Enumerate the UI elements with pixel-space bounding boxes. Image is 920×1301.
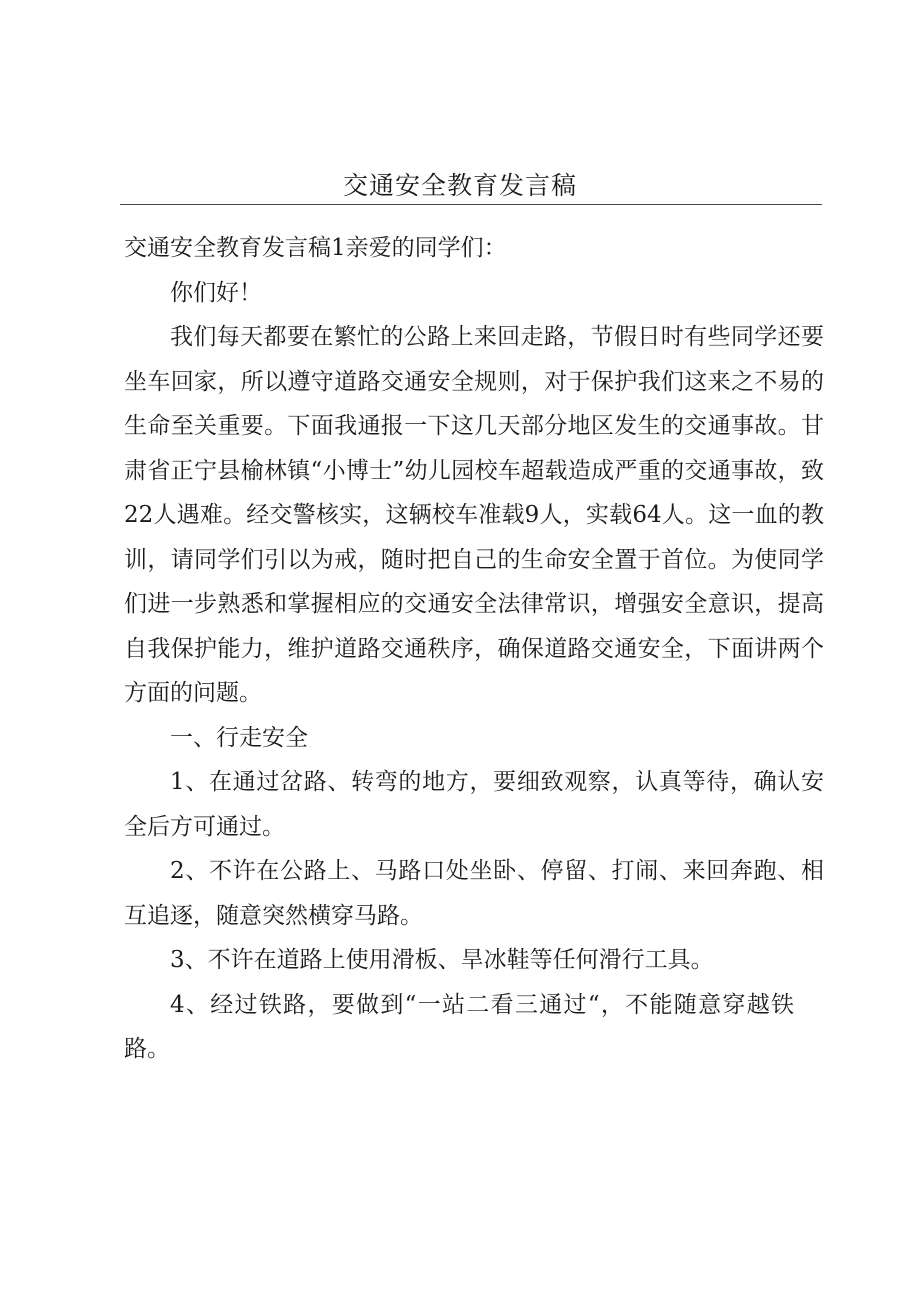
document-body [124,226,824,1072]
rule-item-2: 2、不许在公路上、马路口处坐卧、停留、打闹、来回奔跑、相互追逐，随意突然横穿马路。 [124,858,824,929]
greeting-paragraph: 你们好！ [170,279,262,306]
intro-paragraph: 我们每天都要在繁忙的公路上来回走路，节假日时有些同学还要坐车回家，所以遵守道路交通安全规则，对于保护我们这来之不易的生命至关重要。下面我通报一下这几天部分地区发生的交通事故。甘肃省正宁县榆林镇“小博士”幼儿园校车超载造成严重的交通事故，致22人遇难。经交警核实，这辆校车准载9人，实载64人。这一血的教训，请同学们引以为戒，随时把自己的生命安全置于首位。为使同学们进一步熟悉和掌握相应的交通安全法律常识，增强安全意识，提高自我保护能力，维护道路交通秩序，确保道路交通安全，下面讲两个方面的问题。 [124,324,824,706]
section-heading: 一、行走安全 [170,724,308,751]
opening-line: 交通安全教育发言稿1亲爱的同学们： [124,235,507,261]
rule-item-4: 4、经过铁路，要做到“一站二看三通过“，不能随意穿越铁路。 [124,991,794,1062]
document-title: 交通安全教育发言稿 [342,171,577,200]
rule-item-1: 1、在通过岔路、转弯的地方，要细致观察，认真等待，确认安全后方可通过。 [124,769,824,840]
title-underline [120,204,822,205]
rule-item-3: 3、不许在道路上使用滑板、旱冰鞋等任何滑行工具。 [170,947,714,973]
